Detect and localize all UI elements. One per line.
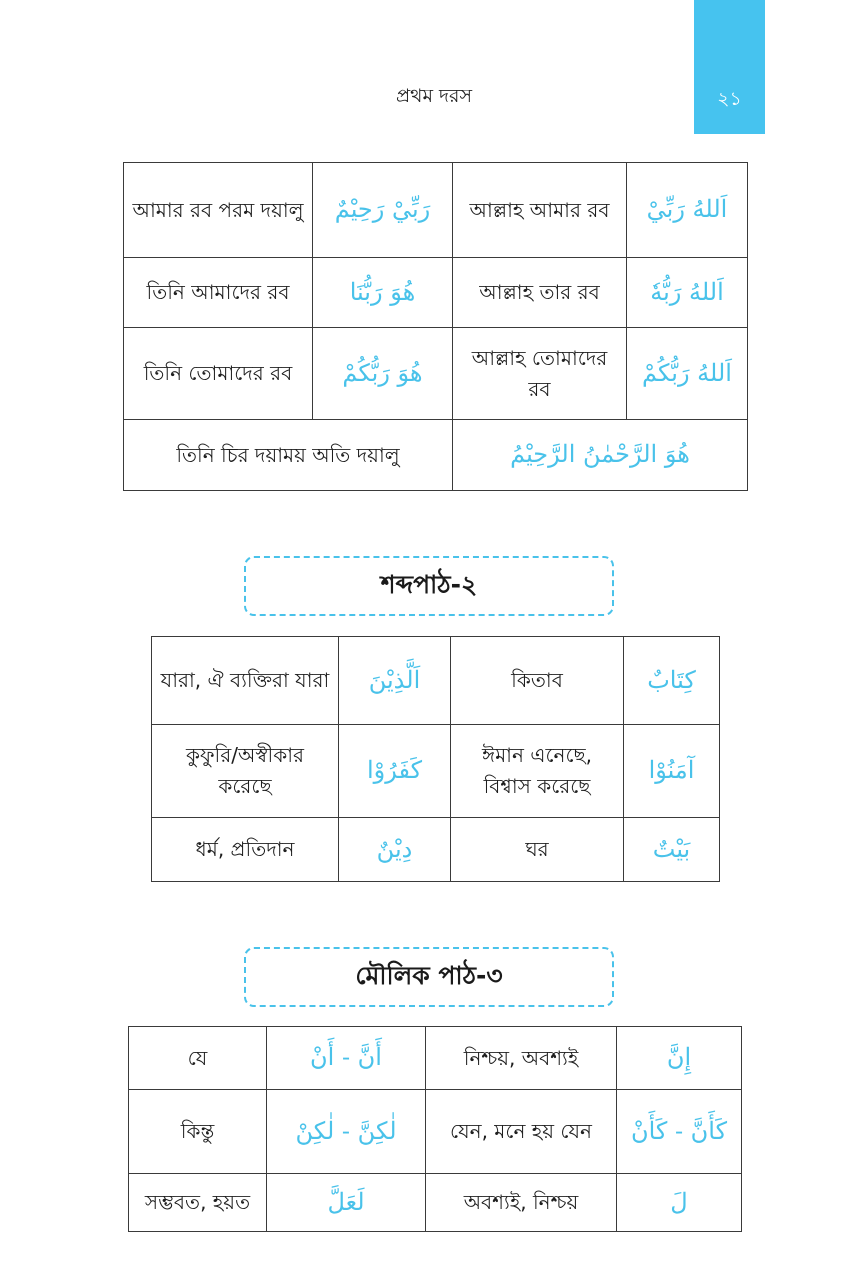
- arabic-phrase: هُوَ رَبُّنَا: [313, 258, 453, 328]
- table-row: [124, 258, 748, 328]
- bengali-meaning: তিনি তোমাদের রব: [124, 328, 313, 420]
- arabic-word: آمَنُوْا: [624, 725, 720, 818]
- bengali-meaning: ধর্ম, প্রতিদান: [152, 818, 339, 882]
- table-row: [152, 637, 720, 725]
- table-row: [152, 818, 720, 882]
- arabic-phrase: اَللهُ رَبُّكُمْ: [627, 328, 748, 420]
- arabic-phrase: هُوَ الرَّحْمٰنُ الرَّحِيْمُ: [453, 420, 748, 491]
- bengali-meaning: যারা, ঐ ব্যক্তিরা যারা: [152, 637, 339, 725]
- bengali-meaning: অবশ্যই, নিশ্চয়: [426, 1174, 617, 1232]
- bengali-meaning: তিনি আমাদের রব: [124, 258, 313, 328]
- arabic-particle: لٰكِنَّ - لٰكِنْ: [267, 1090, 426, 1174]
- bengali-meaning: ঘর: [451, 818, 624, 882]
- bengali-meaning: আল্লাহ তোমাদের রব: [453, 328, 627, 420]
- bengali-meaning: তিনি চির দয়াময় অতি দয়ালু: [124, 420, 453, 491]
- arabic-phrase: اَللهُ رَبُّهٗ: [627, 258, 748, 328]
- page-number-tab: [694, 0, 765, 134]
- section-heading-basic-lesson: মৌলিক পাঠ-৩: [244, 947, 614, 1007]
- arabic-particle: أَنَّ - أَنْ: [267, 1027, 426, 1090]
- table-row: [124, 420, 748, 491]
- bengali-meaning: যে: [129, 1027, 267, 1090]
- table-row: [129, 1090, 742, 1174]
- bengali-meaning: যেন, মনে হয় যেন: [426, 1090, 617, 1174]
- basic-lesson-table: [128, 1026, 742, 1232]
- bengali-meaning: আমার রব পরম দয়ালু: [124, 163, 313, 258]
- bengali-meaning: আল্লাহ আমার রব: [453, 163, 627, 258]
- arabic-word: دِيْنٌ: [339, 818, 451, 882]
- arabic-particle: لَ: [617, 1174, 742, 1232]
- arabic-word: بَيْتٌ: [624, 818, 720, 882]
- bengali-meaning: কিতাব: [451, 637, 624, 725]
- table-row: [124, 328, 748, 420]
- section-heading-vocabulary: শব্দপাঠ-২: [244, 556, 614, 616]
- page-number: ২১: [717, 88, 742, 110]
- arabic-particle: لَعَلَّ: [267, 1174, 426, 1232]
- arabic-word: اَلَّذِيْنَ: [339, 637, 451, 725]
- bengali-meaning: আল্লাহ তার রব: [453, 258, 627, 328]
- table-row: [124, 163, 748, 258]
- table-row: [129, 1174, 742, 1232]
- arabic-phrase: رَبِّيْ رَحِيْمٌ: [313, 163, 453, 258]
- arabic-phrase: هُوَ رَبُّكُمْ: [313, 328, 453, 420]
- table-row: [152, 725, 720, 818]
- vocabulary-table: [151, 636, 720, 882]
- bengali-meaning: নিশ্চয়, অবশ্যই: [426, 1027, 617, 1090]
- page-title: প্রথম দরস: [395, 85, 473, 107]
- arabic-word: كِتَابٌ: [624, 637, 720, 725]
- bengali-meaning: কুফুরি/অস্বীকার করেছে: [152, 725, 339, 818]
- arabic-phrase: اَللهُ رَبِّيْ: [627, 163, 748, 258]
- bengali-meaning: কিন্তু: [129, 1090, 267, 1174]
- arabic-word: كَفَرُوْا: [339, 725, 451, 818]
- arabic-particle: إِنَّ: [617, 1027, 742, 1090]
- arabic-particle: كَأَنَّ - كَأَنْ: [617, 1090, 742, 1174]
- table-row: [129, 1027, 742, 1090]
- phrase-table: [123, 162, 748, 491]
- bengali-meaning: সম্ভবত, হয়ত: [129, 1174, 267, 1232]
- bengali-meaning: ঈমান এনেছে, বিশ্বাস করেছে: [451, 725, 624, 818]
